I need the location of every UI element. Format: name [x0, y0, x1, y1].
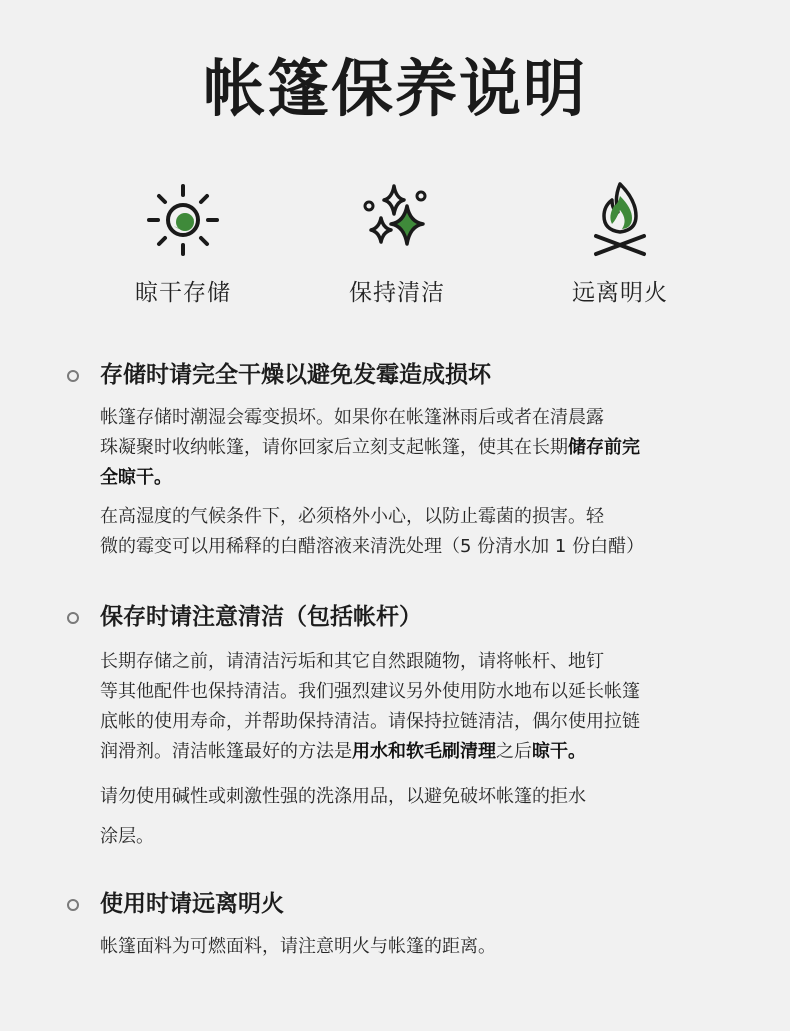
text-line: 长期存储之前，请清洁污垢和其它自然跟随物，请将帐杆、地钉 [100, 651, 604, 672]
page-title: 帐篷保养说明 [202, 52, 587, 125]
text-line: 等其他配件也保持清洁。我们强烈建议另外使用防水地布以延长帐篷 [100, 681, 640, 702]
feature-keep-clean [307, 180, 487, 307]
bold-text: 晾干。 [532, 741, 586, 762]
fire-icon [580, 180, 660, 260]
section-title: 使用时请远离明火 [100, 891, 284, 917]
feature-icons [0, 180, 790, 310]
text-line: 帐篷存储时潮湿会霉变损坏。如果你在帐篷淋雨后或者在清晨露 [100, 407, 604, 428]
text-line: 润滑剂。清洁帐篷最好的方法是 [100, 741, 352, 762]
paragraph [100, 502, 720, 562]
sun-icon [143, 180, 223, 260]
bold-text: 储存前完 [568, 437, 640, 458]
paragraph [100, 777, 720, 857]
bold-text: 用水和软毛刷清理 [352, 741, 496, 762]
paragraph [100, 932, 720, 962]
section-dry-storage [0, 361, 790, 562]
text-line: 珠凝聚时收纳帐篷，请你回家后立刻支起帐篷，使其在长期 [100, 437, 568, 458]
icon-label: 晾干存储 [135, 280, 231, 306]
bold-text: 全晾干。 [100, 467, 172, 488]
sparkle-icon [357, 180, 437, 260]
section-away-from-fire [0, 890, 790, 962]
paragraph [100, 403, 720, 493]
text-line: 帐篷面料为可燃面料，请注意明火与帐篷的距离。 [100, 936, 496, 957]
text-line: 请勿使用碱性或刺激性强的洗涤用品，以避免破坏帐篷的拒水 [100, 786, 586, 807]
section-title: 保存时请注意清洁（包括帐杆） [100, 604, 422, 630]
icon-label: 远离明火 [572, 280, 668, 306]
text-line: 微的霉变可以用稀释的白醋溶液来清洗处理（5 份清水加 1 份白醋） [100, 536, 645, 557]
bullet-circle-icon [67, 612, 79, 624]
text-line: 之后 [496, 741, 532, 762]
feature-dry-storage [93, 180, 273, 307]
text-line: 底帐的使用寿命，并帮助保持清洁。请保持拉链清洁，偶尔使用拉链 [100, 711, 640, 732]
icon-label: 保持清洁 [349, 280, 445, 306]
section-keep-clean [0, 603, 790, 857]
feature-away-from-fire [530, 180, 710, 307]
bullet-circle-icon [67, 370, 79, 382]
text-line: 涂层。 [100, 826, 154, 847]
bullet-circle-icon [67, 899, 79, 911]
section-title: 存储时请完全干燥以避免发霉造成损坏 [100, 362, 491, 388]
paragraph [100, 647, 720, 767]
text-line: 在高湿度的气候条件下，必须格外小心，以防止霉菌的损害。轻 [100, 506, 604, 527]
